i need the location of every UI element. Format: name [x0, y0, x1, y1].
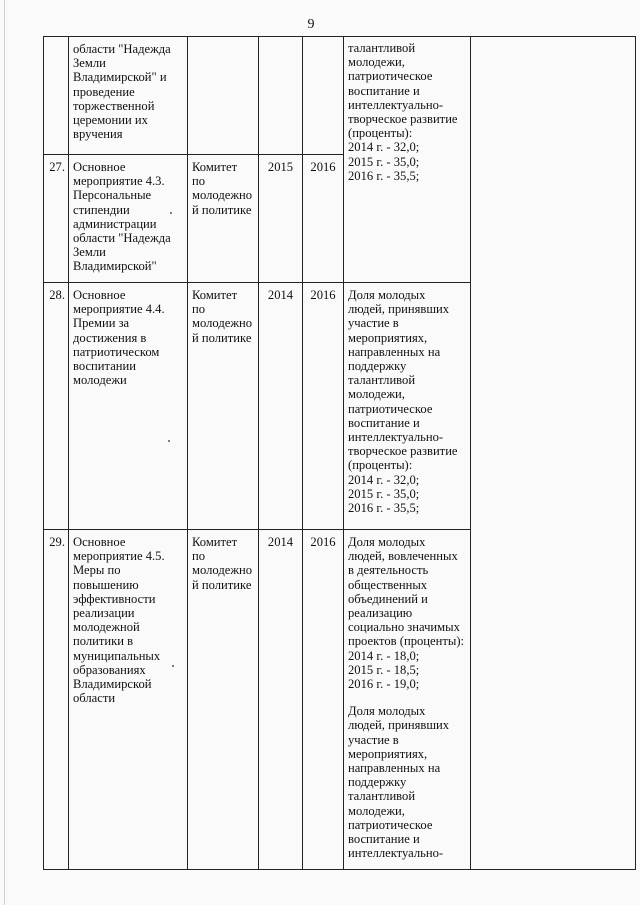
executor-cell — [188, 283, 259, 530]
executor-name: Комитет по молодежно й политике — [192, 535, 253, 592]
page-number: 9 — [307, 17, 315, 32]
start-year-cell — [259, 155, 303, 283]
row-number: 28. — [49, 288, 65, 302]
start-year: 2015 — [267, 160, 294, 174]
start-year: 2014 — [267, 535, 294, 549]
activity-name: Основное мероприятие 4.4. Премии за достижения в патриотическом воспитании молодежи — [73, 288, 165, 388]
empty-column-cell — [471, 37, 636, 870]
row-number-cell — [44, 155, 69, 283]
end-year: 2016 — [310, 160, 336, 174]
end-year-cell — [303, 37, 344, 155]
executor-cell — [188, 155, 259, 283]
indicator-text: Доля молодых людей, вовлеченных в деятельность общественных объединений и реализацию социально значимых проектов (проценты): 2014 г. - 18,0; 2015 г. - 18,5; 2016 г. - 19,0; — [348, 535, 465, 692]
page-edge-shadow — [4, 0, 5, 905]
scan-speck — [168, 440, 170, 442]
start-year-cell — [259, 37, 303, 155]
executor-cell — [188, 37, 259, 155]
executor-name: Комитет по молодежно й политике — [192, 160, 253, 217]
table-row — [44, 37, 636, 155]
start-year: 2014 — [267, 288, 294, 302]
row-number-cell — [44, 37, 69, 155]
start-year-cell — [259, 283, 303, 530]
indicator-text: Доля молодых людей, принявших участие в мероприятиях, направленных на поддержку талантливой молодежи, патриотическое воспитание и интеллектуально- — [348, 704, 450, 861]
row-number-cell — [44, 283, 69, 530]
executor-name: Комитет по молодежно й политике — [192, 288, 253, 345]
activity-name-cell — [69, 283, 188, 530]
activity-name: Основное мероприятие 4.3. Персональные стипендии администрации области "Надежда Земли Владимирской" — [73, 160, 171, 274]
program-activities-table — [43, 36, 636, 870]
paragraph-gap — [348, 691, 466, 704]
activity-name-cell — [69, 155, 188, 283]
indicator-cell — [344, 530, 471, 870]
activity-name: области "Надежда Земли Владимирской" и проведение торжественной церемонии их вручения — [73, 42, 171, 142]
end-year-cell — [303, 530, 344, 870]
indicator-text: талантливой молодежи, патриотическое воспитание и интеллектуально- творческое развитие (проценты): 2014 г. - 32,0; 2015 г. - 35,0; 2016 г. - 35,5; — [348, 41, 458, 183]
activity-name-cell — [69, 37, 188, 155]
indicator-cell — [344, 283, 471, 530]
scan-speck — [170, 212, 172, 214]
start-year-cell — [259, 530, 303, 870]
scan-speck — [172, 665, 174, 667]
row-number: 27. — [49, 160, 65, 174]
activity-name: Основное мероприятие 4.5. Меры по повышению эффективности реализации молодежной политики в муниципальных образованиях Владимирской области — [73, 535, 165, 706]
indicator-text: Доля молодых людей, принявших участие в мероприятиях, направленных на поддержку талантливой молодежи, патриотическое воспитание и интеллектуально- творческое развитие (проценты): 2014 г. - 32,0; 2015 г. - 35,0; 2016 г. - 35,5; — [348, 288, 458, 516]
end-year: 2016 — [310, 288, 336, 302]
indicator-cell — [344, 37, 471, 283]
activity-name-cell — [69, 530, 188, 870]
end-year-cell — [303, 283, 344, 530]
row-number: 29. — [49, 535, 65, 549]
row-number-cell — [44, 530, 69, 870]
executor-cell — [188, 530, 259, 870]
end-year-cell — [303, 155, 344, 283]
end-year: 2016 — [310, 535, 336, 549]
